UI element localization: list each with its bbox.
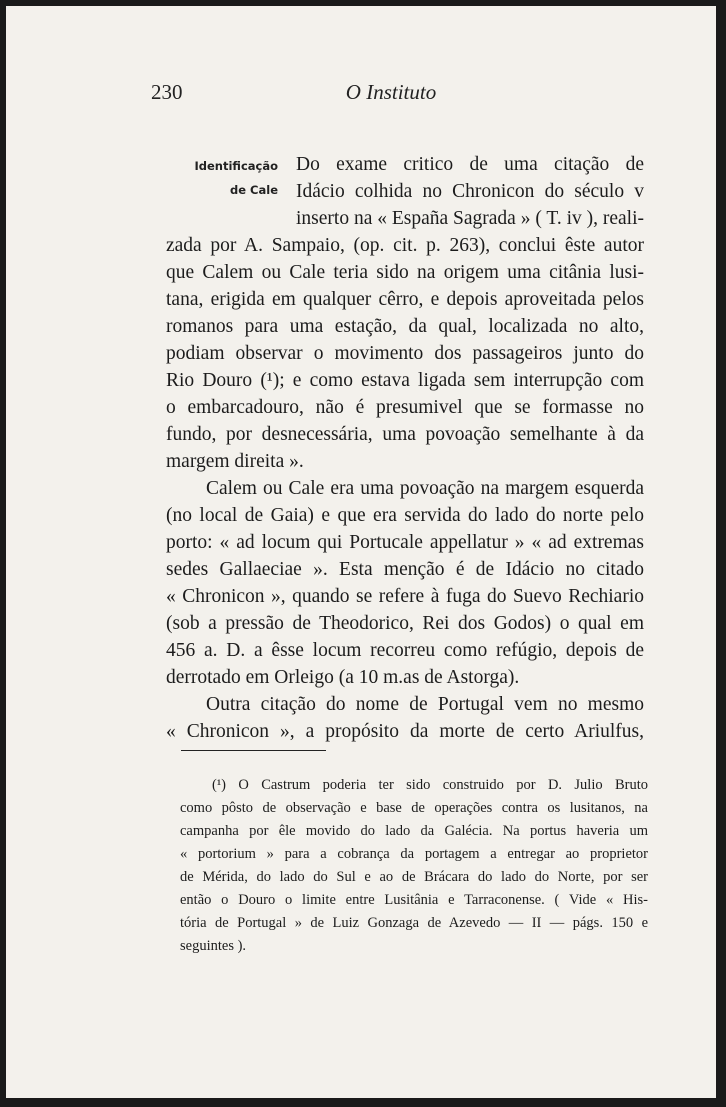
body-line: (sob a pressão de Theodorico, Rei dos Godos) o qual em xyxy=(166,613,644,634)
margin-note xyxy=(188,154,278,202)
body-line: Outra citação do nome de Portugal vem no mesmo xyxy=(206,694,644,715)
page-number: 230 xyxy=(151,80,183,104)
body-line: porto: « ad locum qui Portucale appellatur » « ad extremas xyxy=(166,532,644,553)
body-line: sedes Gallaeciae ». Esta menção é de Idácio no citado xyxy=(166,559,644,580)
footnote-line: campanha por êle movido do lado da Galécia. Na portus haveria um xyxy=(180,823,648,839)
body-line: que Calem ou Cale teria sido na origem uma citânia lusi- xyxy=(166,262,644,283)
body-line: « Chronicon », a propósito da morte de certo Ariulfus, xyxy=(166,721,644,742)
body-line: Idácio colhida no Chronicon do século v xyxy=(296,181,644,202)
body-line: (no local de Gaia) e que era servida do lado do norte pelo xyxy=(166,505,644,526)
body-line: podiam observar o movimento dos passageiros junto do xyxy=(166,343,644,364)
body-line: tana, erigida em qualquer cêrro, e depois aproveitada pelos xyxy=(166,289,644,310)
footnote-line: seguintes ). xyxy=(180,938,247,954)
body-line: derrotado em Orleigo (a 10 m.as de Astorga). xyxy=(166,667,520,688)
footnote-line: « portorium » para a cobrança da portagem a entregar ao proprietor xyxy=(180,846,648,862)
running-title xyxy=(6,80,716,105)
body-line: o embarcadouro, não é presumivel que se formasse no xyxy=(166,397,644,418)
book-page xyxy=(6,6,716,1098)
body-line: zada por A. Sampaio, (op. cit. p. 263), conclui êste autor xyxy=(166,235,644,256)
body-line: fundo, por desnecessária, uma povoação semelhante à da xyxy=(166,424,644,445)
margin-note-line: de Cale xyxy=(230,183,278,197)
running-title-text: O Instituto xyxy=(345,80,437,104)
footnote-line: (¹) O Castrum poderia ter sido construido por D. Julio Bruto xyxy=(212,777,648,793)
footnote-line: tória de Portugal » de Luiz Gonzaga de Azevedo — II — págs. 150 e xyxy=(180,915,648,931)
body-line: romanos para uma estação, da qual, localizada no alto, xyxy=(166,316,644,337)
footnote-line: então o Douro o limite entre Lusitânia e Tarraconense. ( Vide « His- xyxy=(180,892,648,908)
footnote-line: como pôsto de observação e base de operações contra os lusitanos, na xyxy=(180,800,648,816)
body-line: « Chronicon », quando se refere à fuga do Suevo Rechiario xyxy=(166,586,644,607)
body-line: inserto na « España Sagrada » ( T. iv ), reali- xyxy=(296,208,644,229)
body-line: Rio Douro (¹); e como estava ligada sem interrupção com xyxy=(166,370,644,391)
footnote-rule xyxy=(181,750,326,751)
margin-note-line: Identificação xyxy=(194,159,278,173)
body-line: Calem ou Cale era uma povoação na margem esquerda xyxy=(206,478,644,499)
footnote-line: de Mérida, do lado do Sul e ao de Brácara do lado do Norte, por ser xyxy=(180,869,648,885)
body-line: 456 a. D. a êsse locum recorreu como refúgio, depois de xyxy=(166,640,644,661)
body-line: Do exame critico de uma citação de xyxy=(296,154,644,175)
body-line: margem direita ». xyxy=(166,451,304,472)
